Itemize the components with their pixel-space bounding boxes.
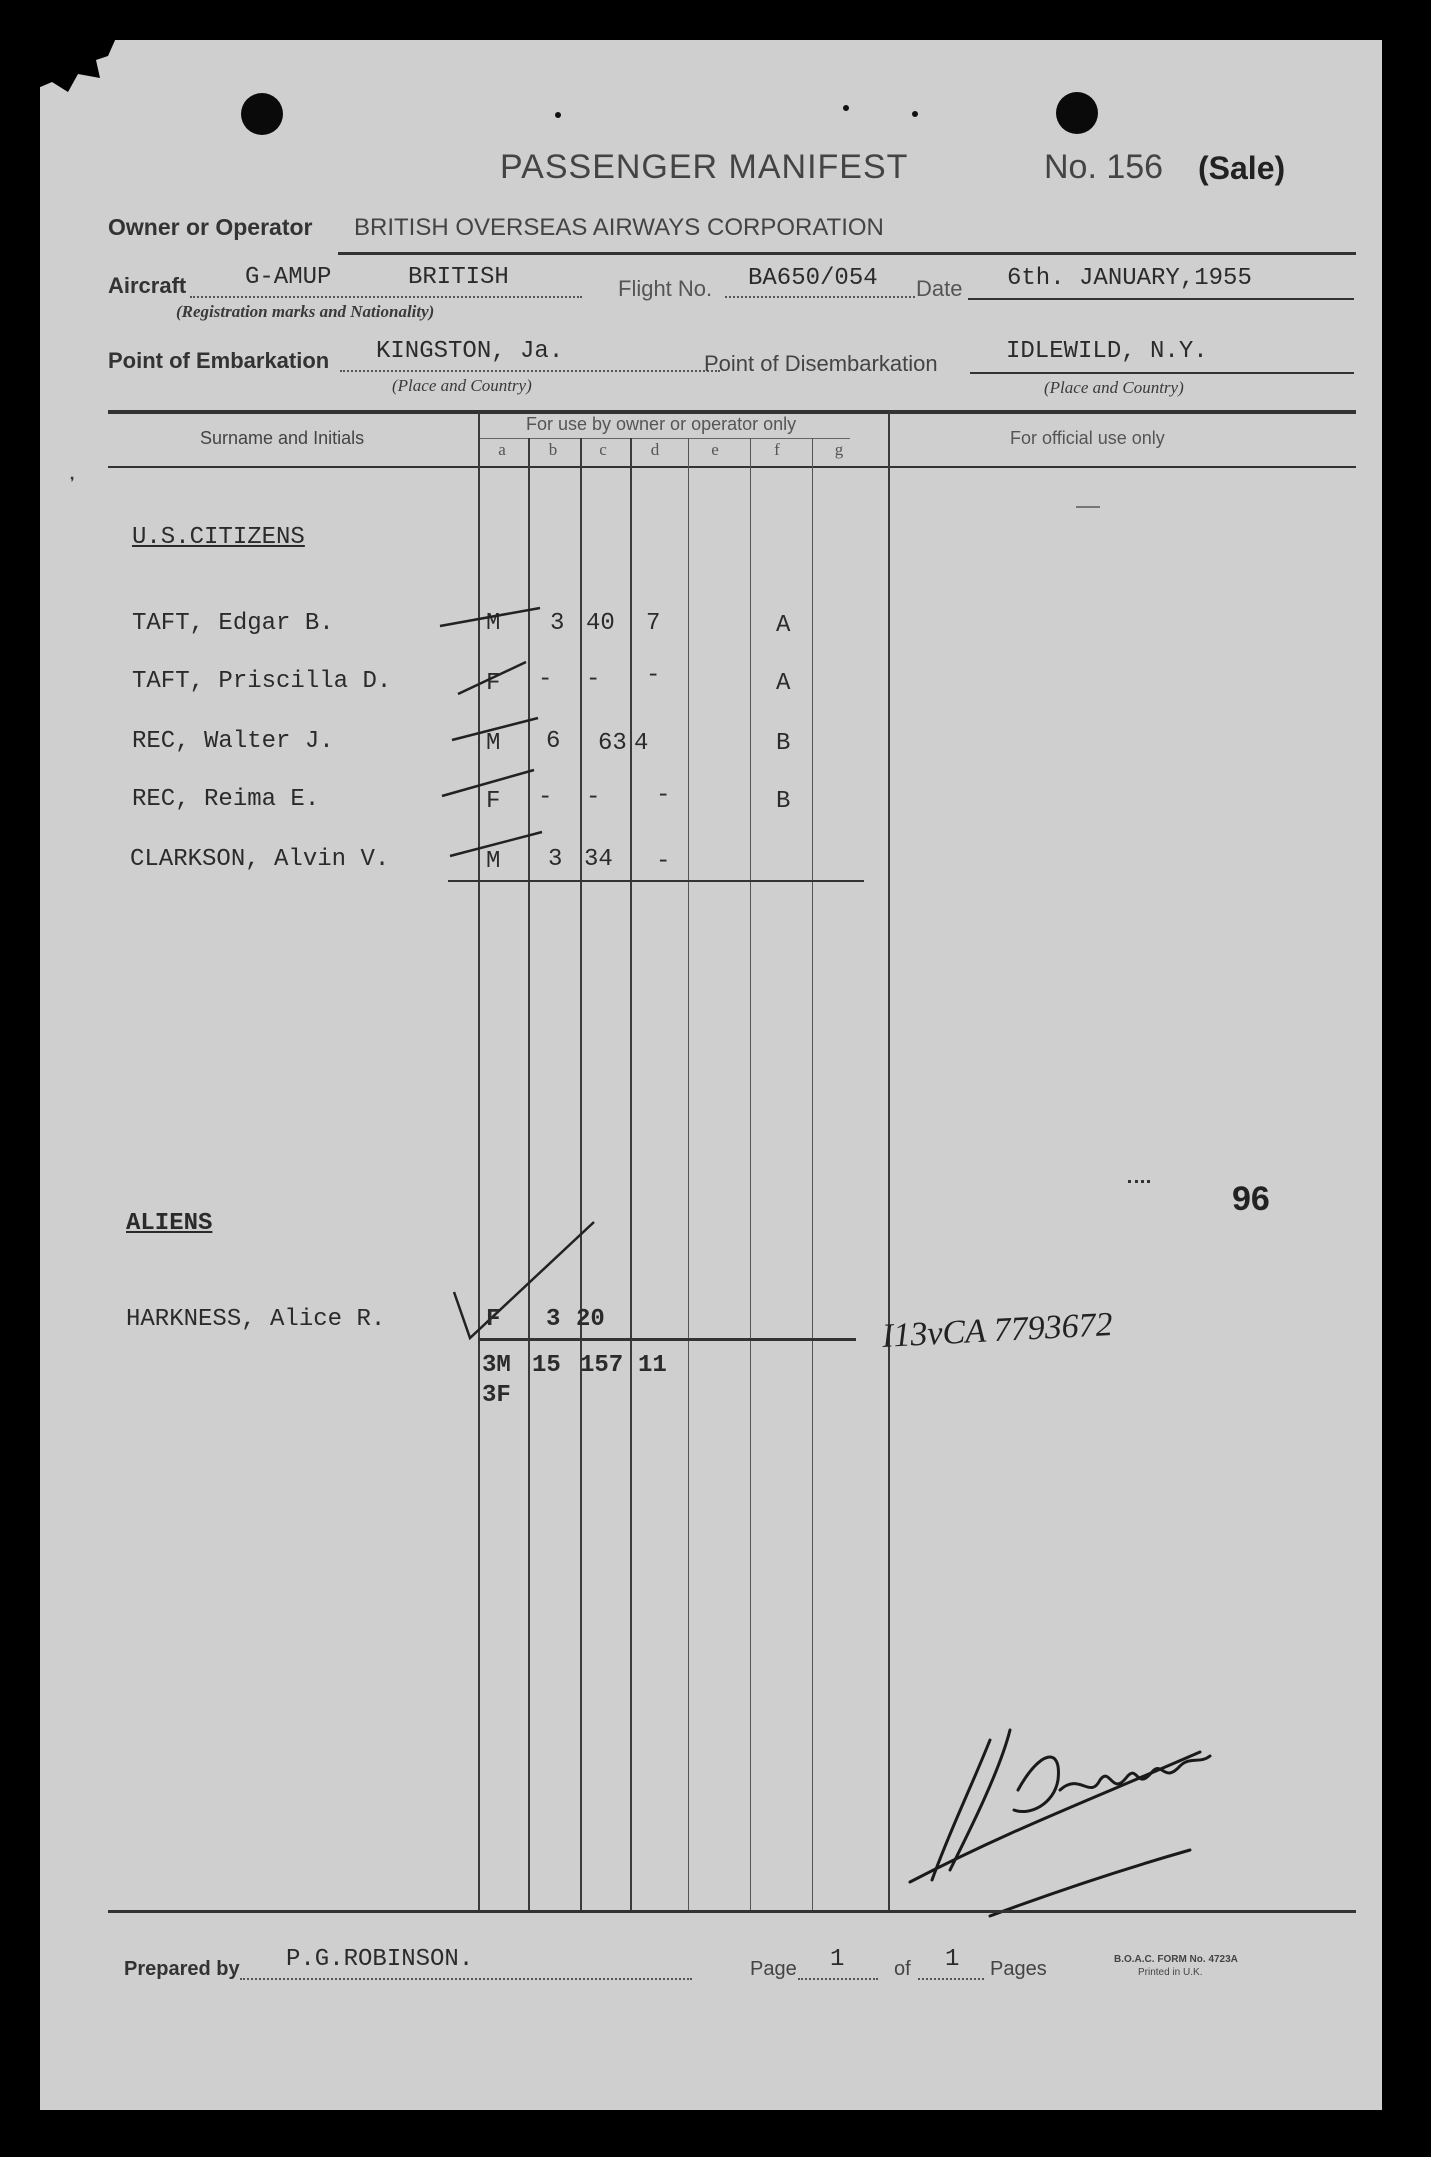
passenger-col-b: - [538, 666, 553, 693]
aliens-total-rule [478, 1338, 856, 1341]
aircraft-registration: G-AMUP [245, 264, 332, 291]
passenger-col-b: 6 [546, 728, 561, 755]
passenger-col-d: 4 [634, 730, 649, 757]
passenger-col-a: F [486, 788, 501, 815]
manifest-title: PASSENGER MANIFEST [500, 148, 909, 186]
embarkation-dotted-line [340, 370, 720, 372]
passenger-col-f: B [776, 730, 791, 757]
owner-columns-header: For use by owner or operator only [526, 414, 797, 434]
manifest-sheet [40, 40, 1382, 2110]
signature-image [890, 1720, 1250, 1930]
passenger-name: TAFT, Edgar B. [132, 610, 334, 637]
pages-label: Pages [990, 1958, 1047, 1980]
prepared-by-label: Prepared by [124, 1958, 240, 1980]
date-label: Date [916, 276, 963, 301]
table-header-rule [108, 466, 1356, 468]
col-line-g-right [888, 412, 890, 1910]
passenger-col-b: - [538, 784, 553, 811]
embarkation-sublabel: (Place and Country) [392, 376, 532, 395]
col-header-c: c [599, 440, 607, 459]
embarkation-label: Point of Embarkation [108, 348, 330, 373]
col-header-a: a [498, 440, 506, 459]
passenger-col-d: 7 [646, 610, 661, 637]
torn-corner [38, 38, 118, 98]
passenger-col-a: M [486, 848, 501, 875]
col-a-checkmarks [430, 600, 590, 890]
name-column-header: Surname and Initials [200, 428, 365, 448]
of-dotted-line [918, 1978, 984, 1980]
col-line-d-right [688, 438, 689, 1910]
total-col-b: 15 [532, 1352, 561, 1379]
passenger-col-b: 3 [548, 846, 563, 873]
disembarkation-label: Point of Disembarkation [704, 351, 938, 376]
col-line-c-right [630, 438, 632, 1910]
passenger-col-a: F [486, 670, 501, 697]
total-col-c: 157 [580, 1352, 624, 1379]
paper-speck [912, 111, 918, 117]
passenger-col-a: M [486, 730, 501, 757]
of-label: of [894, 1958, 911, 1980]
flight-label: Flight No. [618, 276, 713, 301]
passenger-col-f: A [776, 612, 791, 639]
col-header-d: d [650, 440, 660, 459]
passenger-col-c: 40 [586, 610, 615, 637]
punch-hole-right [1056, 92, 1098, 134]
section-aliens: ALIENS [126, 1210, 213, 1237]
disembarkation-sublabel: (Place and Country) [1044, 378, 1184, 397]
paper-speck [555, 112, 561, 118]
passenger-col-c: 34 [584, 846, 613, 873]
owner-header-rule [480, 438, 850, 439]
passenger-col-a: F [486, 1306, 501, 1333]
aircraft-dotted-line [190, 296, 582, 298]
passenger-name: REC, Reima E. [132, 786, 320, 813]
passenger-col-d: - [656, 782, 671, 809]
owner-underline [338, 252, 1356, 255]
handwritten-note: I13vCA 7793672 [881, 1305, 1114, 1356]
page-dotted-line [798, 1978, 878, 1980]
aircraft-label: Aircraft [108, 273, 187, 298]
passenger-col-b: 3 [550, 610, 565, 637]
official-column-header: For official use only [1010, 428, 1165, 448]
margin-mark: ❜ [70, 474, 75, 490]
footer-top-rule [108, 1910, 1356, 1913]
passenger-name: CLARKSON, Alvin V. [130, 846, 390, 873]
flight-number: BA650/054 [748, 265, 878, 292]
official-mark: 96 [1232, 1180, 1270, 1218]
official-dots [1128, 1180, 1150, 1186]
passenger-col-c: - [586, 784, 601, 811]
disembarkation-value: IDLEWILD, N.Y. [1006, 338, 1208, 365]
page-label: Page [750, 1958, 797, 1980]
passenger-col-f: B [776, 788, 791, 815]
aircraft-nationality: BRITISH [408, 264, 509, 291]
manifest-number: No. 156 [1044, 148, 1164, 186]
page-total: 1 [945, 1946, 960, 1973]
section-us-citizens: U.S.CITIZENS [132, 524, 305, 551]
passenger-col-f: A [776, 670, 791, 697]
form-number: B.O.A.C. FORM No. 4723A [1114, 1954, 1238, 1965]
passenger-name: TAFT, Priscilla D. [132, 668, 392, 695]
passenger-col-d: - [656, 848, 671, 875]
total-col-d: 11 [638, 1352, 667, 1379]
col-header-b: b [548, 440, 558, 459]
total-females: 3F [482, 1382, 511, 1409]
date-underline [968, 298, 1354, 300]
owner-value: BRITISH OVERSEAS AIRWAYS CORPORATION [354, 214, 884, 241]
date-value: 6th. JANUARY,1955 [1007, 265, 1252, 292]
paper-speck [843, 105, 849, 111]
passenger-name: HARKNESS, Alice R. [126, 1306, 386, 1333]
official-dash [1076, 506, 1100, 508]
passenger-col-b: 3 [546, 1306, 561, 1333]
punch-hole-left [241, 93, 283, 135]
owner-label: Owner or Operator [108, 214, 313, 240]
passenger-name: REC, Walter J. [132, 728, 334, 755]
prepared-by-dotted-line [240, 1978, 692, 1980]
total-males: 3M [482, 1352, 511, 1379]
passenger-col-d: - [646, 662, 661, 689]
form-printer: Printed in U.K. [1138, 1967, 1203, 1978]
col-line-f-right [812, 438, 813, 1910]
col-header-g: g [834, 440, 844, 459]
col-line-e-right [750, 438, 751, 1910]
disembarkation-underline [970, 372, 1354, 374]
flight-dotted-line [725, 296, 915, 298]
prepared-by-value: P.G.ROBINSON. [286, 1946, 474, 1973]
manifest-sale-note: (Sale) [1198, 150, 1286, 186]
passenger-col-c: - [586, 666, 601, 693]
aircraft-sublabel: (Registration marks and Nationality) [176, 302, 435, 321]
passenger-col-c: 20 [576, 1306, 605, 1333]
passenger-col-c: 63 [598, 730, 627, 757]
col-header-f: f [774, 440, 780, 459]
embarkation-value: KINGSTON, Ja. [376, 338, 564, 365]
col-header-e: e [711, 440, 719, 459]
page-number: 1 [830, 1946, 845, 1973]
passenger-col-a: M [486, 610, 501, 637]
